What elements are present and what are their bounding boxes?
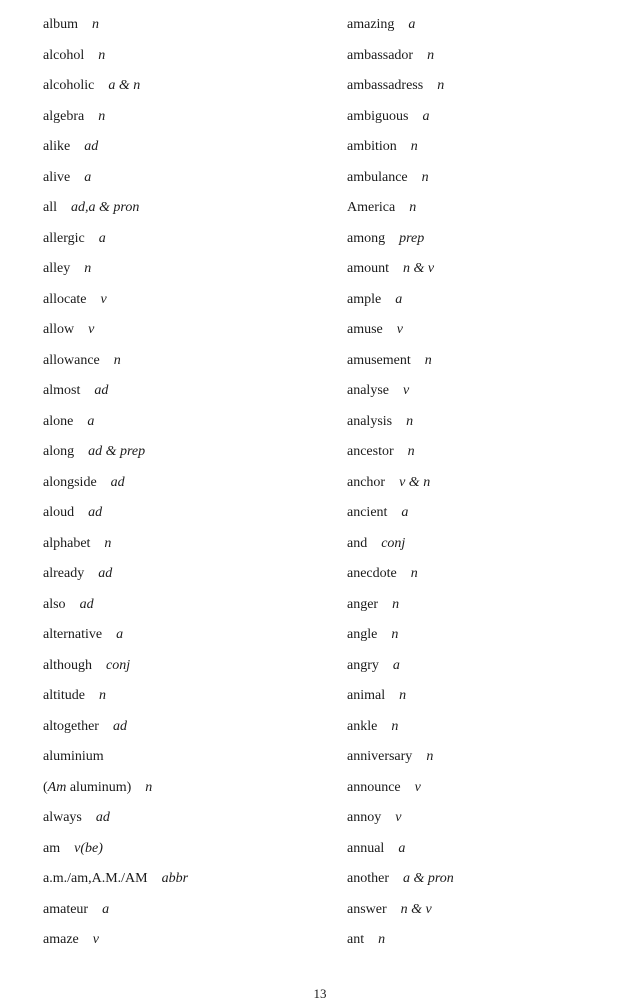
part-of-speech: n	[378, 932, 386, 947]
vocab-entry	[347, 624, 617, 655]
vocab-entry	[43, 624, 313, 655]
vocab-entry	[347, 319, 617, 350]
vocab-word: America	[347, 200, 396, 215]
vocab-word: along	[43, 444, 75, 459]
vocab-entry	[347, 411, 617, 442]
vocab-entry	[43, 807, 313, 838]
vocab-word: altogether	[43, 718, 99, 734]
vocab-entry	[43, 75, 313, 106]
part-of-speech: n	[84, 261, 92, 276]
vocab-entry	[347, 380, 617, 411]
vocab-entry	[43, 380, 313, 411]
vocab-entry	[347, 289, 617, 320]
vocab-entry	[43, 45, 313, 76]
vocab-entry	[347, 563, 617, 594]
vocab-word: ambition	[347, 139, 397, 154]
vocab-entry	[43, 655, 313, 686]
vocab-word: album	[43, 17, 78, 32]
vocab-entry	[347, 838, 617, 869]
part-of-speech: a	[398, 840, 406, 856]
vocab-word-prefix: (	[43, 779, 48, 795]
vocab-word: am	[43, 840, 61, 856]
vocab-entry	[347, 45, 617, 76]
vocab-entry	[43, 716, 313, 747]
left-word-column	[43, 14, 313, 960]
vocab-entry	[347, 807, 617, 838]
vocab-entry	[43, 258, 313, 289]
vocab-entry	[43, 929, 313, 960]
part-of-speech: n & v	[403, 261, 435, 276]
vocab-word: allocate	[43, 291, 87, 307]
part-of-speech: n	[421, 169, 429, 185]
vocab-entry	[43, 441, 313, 472]
vocab-entry	[347, 75, 617, 106]
vocab-word: ancient	[347, 505, 388, 520]
part-of-speech: n & v	[400, 901, 432, 917]
part-of-speech: ad	[112, 718, 127, 734]
vocab-word: alive	[43, 169, 71, 185]
part-of-speech: a	[84, 169, 92, 185]
vocab-word: answer	[347, 901, 387, 917]
vocab-entry	[347, 167, 617, 198]
vocab-entry	[347, 899, 617, 930]
vocab-entry	[43, 746, 313, 777]
vocab-word: alley	[43, 261, 71, 276]
part-of-speech: conj	[381, 535, 406, 551]
part-of-speech: v	[100, 291, 107, 307]
part-of-speech: ad & prep	[88, 444, 146, 459]
vocab-word: and	[347, 535, 368, 551]
part-of-speech: ad	[110, 474, 125, 490]
vocab-word: a.m./am,A.M./AM	[43, 871, 148, 886]
vocab-word: allowance	[43, 352, 100, 368]
part-of-speech: n	[391, 718, 399, 734]
vocab-word: amusement	[347, 352, 411, 368]
part-of-speech: a & n	[108, 78, 141, 93]
vocab-word: allow	[43, 322, 75, 337]
vocab-entry	[43, 502, 313, 533]
vocab-word: analysis	[347, 413, 393, 429]
vocab-word: already	[43, 566, 85, 581]
vocab-word: amount	[347, 261, 389, 276]
vocab-word: alphabet	[43, 535, 91, 551]
part-of-speech: a	[392, 657, 400, 673]
part-of-speech: n	[407, 444, 415, 459]
part-of-speech: n	[113, 352, 121, 368]
vocab-word: announce	[347, 779, 401, 795]
vocab-word: amateur	[43, 901, 89, 917]
part-of-speech: n	[410, 566, 418, 581]
vocab-entry	[347, 14, 617, 45]
part-of-speech: n	[145, 779, 153, 795]
vocab-word: angry	[347, 657, 379, 673]
vocab-entry	[347, 929, 617, 960]
vocab-word: annual	[347, 840, 385, 856]
vocab-word: aloud	[43, 505, 75, 520]
part-of-speech: v(be)	[74, 840, 103, 856]
vocab-word: almost	[43, 383, 81, 398]
vocab-word: altitude	[43, 688, 85, 703]
vocab-entry	[43, 289, 313, 320]
vocab-entry	[347, 472, 617, 503]
part-of-speech: a & pron	[402, 871, 454, 886]
part-of-speech: a	[102, 901, 110, 917]
vocab-entry	[347, 136, 617, 167]
vocab-word: always	[43, 810, 82, 825]
vocab-entry	[43, 472, 313, 503]
part-of-speech: n	[391, 627, 399, 642]
part-of-speech: v	[402, 383, 410, 398]
vocab-entry	[347, 655, 617, 686]
vocab-word: alcoholic	[43, 78, 95, 93]
vocab-word: ancestor	[347, 444, 394, 459]
part-of-speech: n	[98, 47, 106, 63]
part-of-speech: ad	[79, 596, 94, 612]
vocab-word: annoy	[347, 810, 382, 825]
vocab-word: amazing	[347, 17, 395, 32]
part-of-speech: a	[422, 108, 430, 124]
vocab-word: ample	[347, 291, 382, 307]
page-number: 13	[313, 986, 327, 1001]
vocab-word: alike	[43, 139, 71, 154]
part-of-speech: v	[395, 810, 402, 825]
vocab-word: ambiguous	[347, 108, 409, 124]
part-of-speech: n	[424, 352, 432, 368]
part-of-speech: ad	[88, 505, 103, 520]
vocab-word: anchor	[347, 474, 386, 490]
part-of-speech: n	[427, 47, 435, 63]
part-of-speech: n	[406, 413, 414, 429]
vocab-word: animal	[347, 688, 386, 703]
vocab-word: analyse	[347, 383, 389, 398]
part-of-speech: ad	[98, 566, 113, 581]
vocab-entry	[43, 838, 313, 869]
vocab-entry	[347, 106, 617, 137]
vocab-word: anniversary	[347, 749, 413, 764]
part-of-speech: a	[116, 627, 124, 642]
part-of-speech: a	[408, 17, 416, 32]
part-of-speech: v	[414, 779, 421, 795]
part-of-speech: n	[99, 688, 106, 703]
vocab-word-usage-label: Am	[47, 779, 67, 795]
vocab-entry	[347, 350, 617, 381]
vocab-entry	[43, 319, 313, 350]
vocab-word-text: aluminum)	[66, 779, 132, 795]
vocab-entry	[43, 594, 313, 625]
vocab-word: another	[347, 871, 389, 886]
vocab-entry	[43, 106, 313, 137]
vocab-entry	[43, 228, 313, 259]
vocab-entry	[347, 502, 617, 533]
part-of-speech: v	[92, 932, 99, 947]
part-of-speech: n	[92, 17, 99, 32]
part-of-speech: a	[401, 505, 409, 520]
vocab-word: algebra	[43, 108, 85, 124]
vocab-word: anger	[347, 596, 379, 612]
part-of-speech: v & n	[399, 474, 431, 490]
vocab-word: alone	[43, 413, 74, 429]
vocab-word: also	[43, 596, 66, 612]
part-of-speech: ad,a & pron	[71, 200, 140, 215]
part-of-speech: prep	[399, 230, 425, 246]
vocab-entry	[43, 136, 313, 167]
part-of-speech: conj	[106, 657, 131, 673]
vocab-word: ant	[347, 932, 365, 947]
vocab-entry	[347, 533, 617, 564]
part-of-speech: n	[410, 139, 418, 154]
part-of-speech: n	[426, 749, 434, 764]
part-of-speech: n	[399, 688, 407, 703]
vocab-word: ambassadress	[347, 78, 424, 93]
vocab-word: alcohol	[43, 47, 85, 63]
vocab-word: amaze	[43, 932, 79, 947]
part-of-speech: v	[396, 322, 403, 337]
vocab-entry	[347, 228, 617, 259]
part-of-speech: n	[104, 535, 112, 551]
vocab-word: ankle	[347, 718, 378, 734]
vocab-entry	[347, 594, 617, 625]
vocab-entry	[347, 868, 617, 899]
part-of-speech: a	[98, 230, 106, 246]
vocab-entry	[347, 716, 617, 747]
vocab-word: anecdote	[347, 566, 397, 581]
vocab-word: angle	[347, 627, 378, 642]
vocab-entry	[43, 563, 313, 594]
right-word-column	[347, 14, 617, 960]
part-of-speech: ad	[95, 810, 110, 825]
part-of-speech: ad	[94, 383, 109, 398]
vocab-entry	[43, 868, 313, 899]
part-of-speech: n	[98, 108, 106, 124]
vocab-entry	[43, 350, 313, 381]
vocab-word: ambassador	[347, 47, 414, 63]
part-of-speech: n	[437, 78, 445, 93]
vocab-entry	[43, 685, 313, 716]
part-of-speech: a	[395, 291, 403, 307]
vocab-entry	[347, 685, 617, 716]
vocab-entry	[43, 411, 313, 442]
vocab-entry	[43, 899, 313, 930]
vocab-entry	[43, 14, 313, 45]
vocab-word: although	[43, 657, 92, 673]
vocab-entry	[347, 777, 617, 808]
vocab-word: all	[43, 200, 57, 215]
vocab-word: among	[347, 230, 386, 246]
vocab-word: alongside	[43, 474, 97, 490]
part-of-speech: n	[409, 200, 417, 215]
part-of-speech: ad	[84, 139, 99, 154]
vocab-word: ambulance	[347, 169, 408, 185]
part-of-speech: n	[392, 596, 400, 612]
vocab-entry	[347, 441, 617, 472]
vocab-word: amuse	[347, 322, 383, 337]
vocab-entry	[347, 197, 617, 228]
vocab-word: aluminium	[43, 749, 104, 764]
vocab-entry	[43, 167, 313, 198]
vocab-entry	[43, 533, 313, 564]
vocab-word	[43, 780, 131, 795]
vocab-entry	[347, 258, 617, 289]
part-of-speech: v	[88, 322, 95, 337]
vocab-entry	[347, 746, 617, 777]
vocab-entry	[43, 777, 313, 808]
vocab-word: allergic	[43, 230, 85, 246]
part-of-speech: abbr	[161, 871, 189, 886]
part-of-speech: a	[87, 413, 95, 429]
vocab-word: alternative	[43, 627, 103, 642]
vocab-entry	[43, 197, 313, 228]
